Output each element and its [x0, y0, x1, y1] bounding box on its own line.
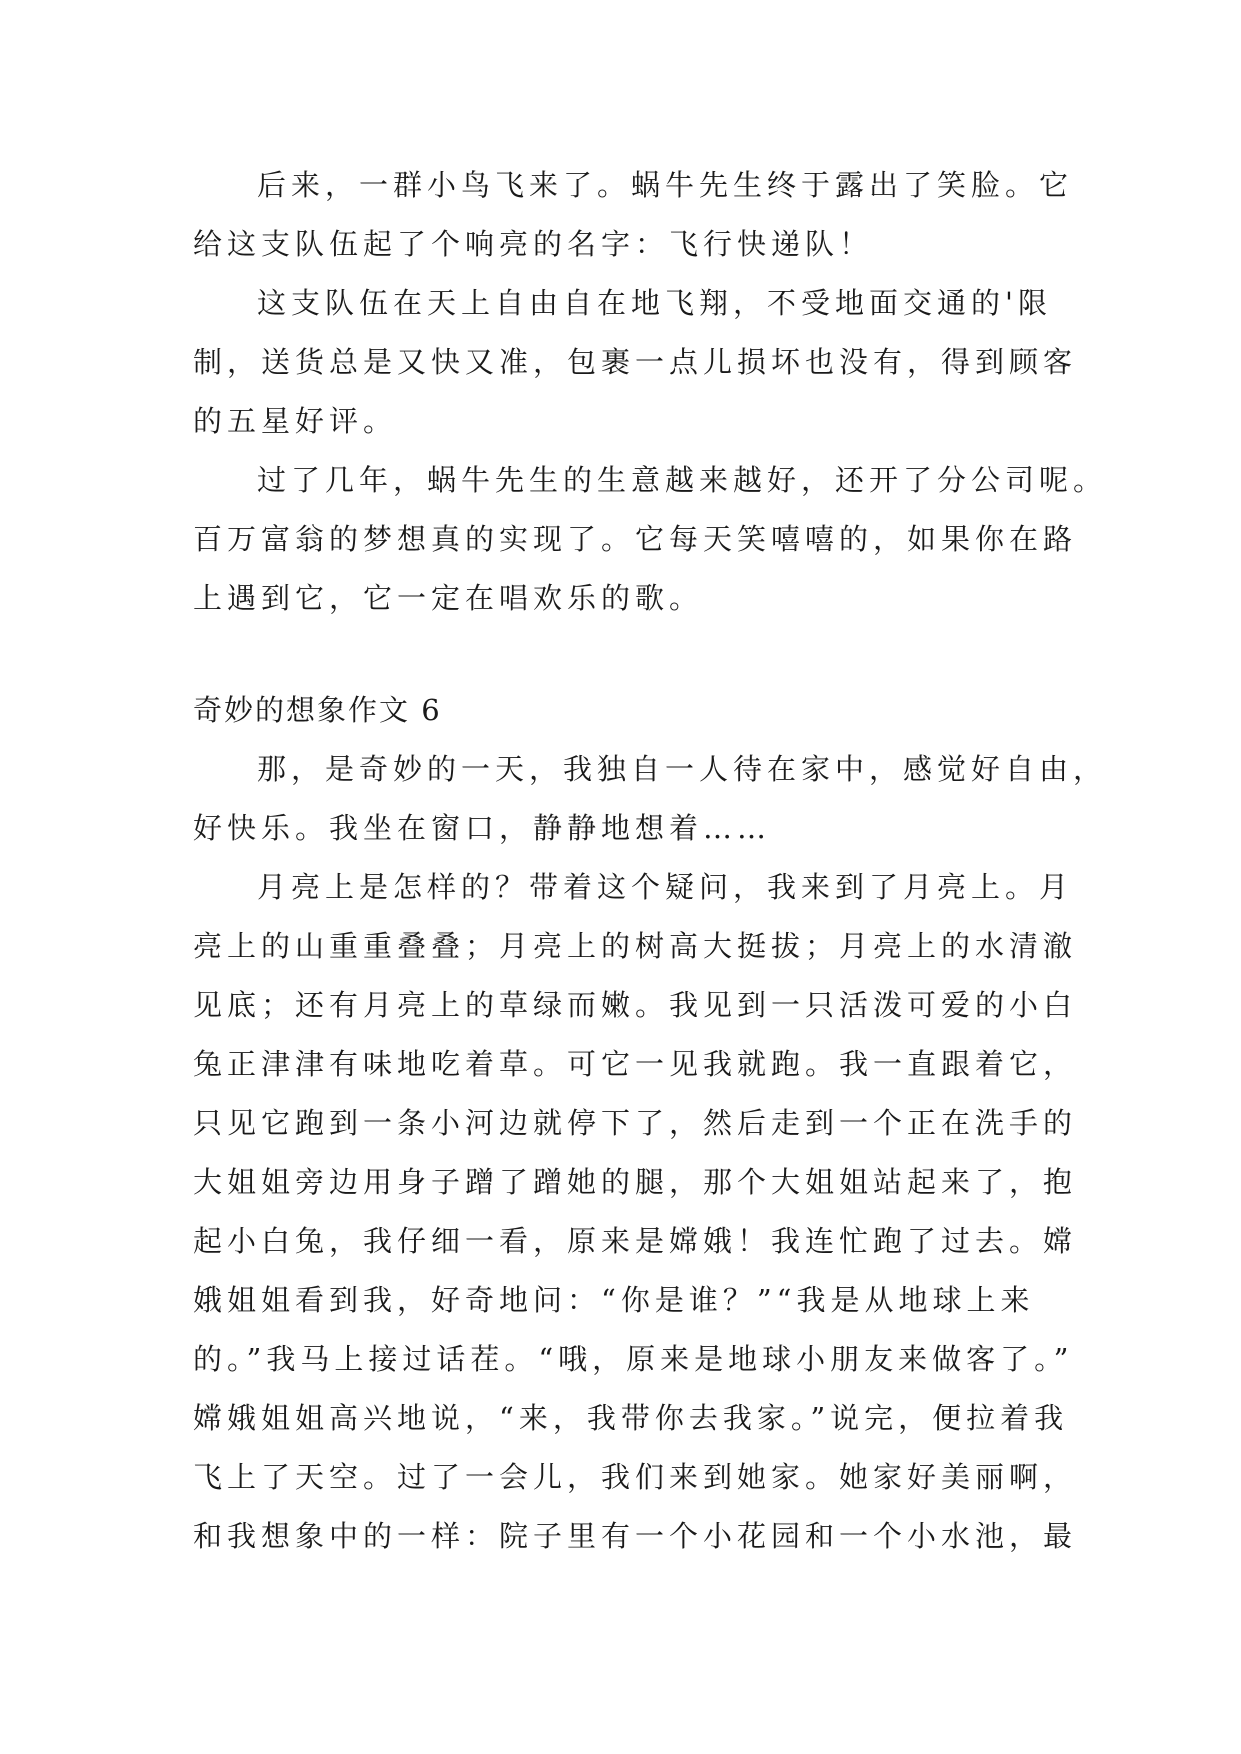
paragraph-line: 给这支队伍起了个响亮的名字：飞行快递队！ [193, 227, 874, 261]
paragraph-line: 兔正津津有味地吃着草。可它一见我就跑。我一直跟着它， [193, 1047, 1078, 1081]
essay-section [193, 681, 1108, 1566]
essay-title: 奇妙的想象作文 6 [193, 693, 442, 727]
paragraph-line: 起小白兔，我仔细一看，原来是嫦娥！我连忙跑了过去。嫦 [193, 1224, 1078, 1258]
paragraph-line: 制，送货总是又快又准，包裹一点儿损坏也没有，得到顾客 [193, 345, 1078, 379]
paragraph-line: 飞上了天空。过了一会儿，我们来到她家。她家好美丽啊， [193, 1460, 1078, 1494]
paragraph-line: 月亮上是怎样的？带着这个疑问，我来到了月亮上。月 [257, 870, 1074, 904]
paragraph-line: 后来，一群小鸟飞来了。蜗牛先生终于露出了笑脸。它 [257, 168, 1074, 202]
paragraph-line: 和我想象中的一样：院子里有一个小花园和一个小水池，最 [193, 1519, 1078, 1553]
paragraph-line: 这支队伍在天上自由自在地飞翔，不受地面交通的'限 [257, 286, 1052, 320]
story-continuation [193, 156, 1108, 628]
paragraph-line: 亮上的山重重叠叠；月亮上的树高大挺拔；月亮上的水清澈 [193, 929, 1078, 963]
paragraph-line: 好快乐。我坐在窗口，静静地想着…… [193, 811, 772, 845]
paragraph-line: 娥姐姐看到我，好奇地问：“你是谁？”“我是从地球上来 [193, 1283, 1035, 1317]
paragraph-line: 上遇到它，它一定在唱欢乐的歌。 [193, 581, 704, 615]
paragraph-line: 嫦娥姐姐高兴地说，“来，我带你去我家。”说完，便拉着我 [193, 1401, 1069, 1435]
paragraph-line: 见底；还有月亮上的草绿而嫩。我见到一只活泼可爱的小白 [193, 988, 1078, 1022]
paragraph-line: 百万富翁的梦想真的实现了。它每天笑嘻嘻的，如果你在路 [193, 522, 1078, 556]
paragraph-line: 只见它跑到一条小河边就停下了，然后走到一个正在洗手的 [193, 1106, 1078, 1140]
paragraph-line: 那，是奇妙的一天，我独自一人待在家中，感觉好自由， [257, 752, 1108, 786]
paragraph-line: 大姐姐旁边用身子蹭了蹭她的腿，那个大姐姐站起来了，抱 [193, 1165, 1078, 1199]
paragraph-line: 的。”我马上接过话茬。“哦，原来是地球小朋友来做客了。” [193, 1342, 1074, 1376]
paragraph-line: 的五星好评。 [193, 404, 398, 438]
paragraph-line: 过了几年，蜗牛先生的生意越来越好，还开了分公司呢。 [257, 463, 1108, 497]
